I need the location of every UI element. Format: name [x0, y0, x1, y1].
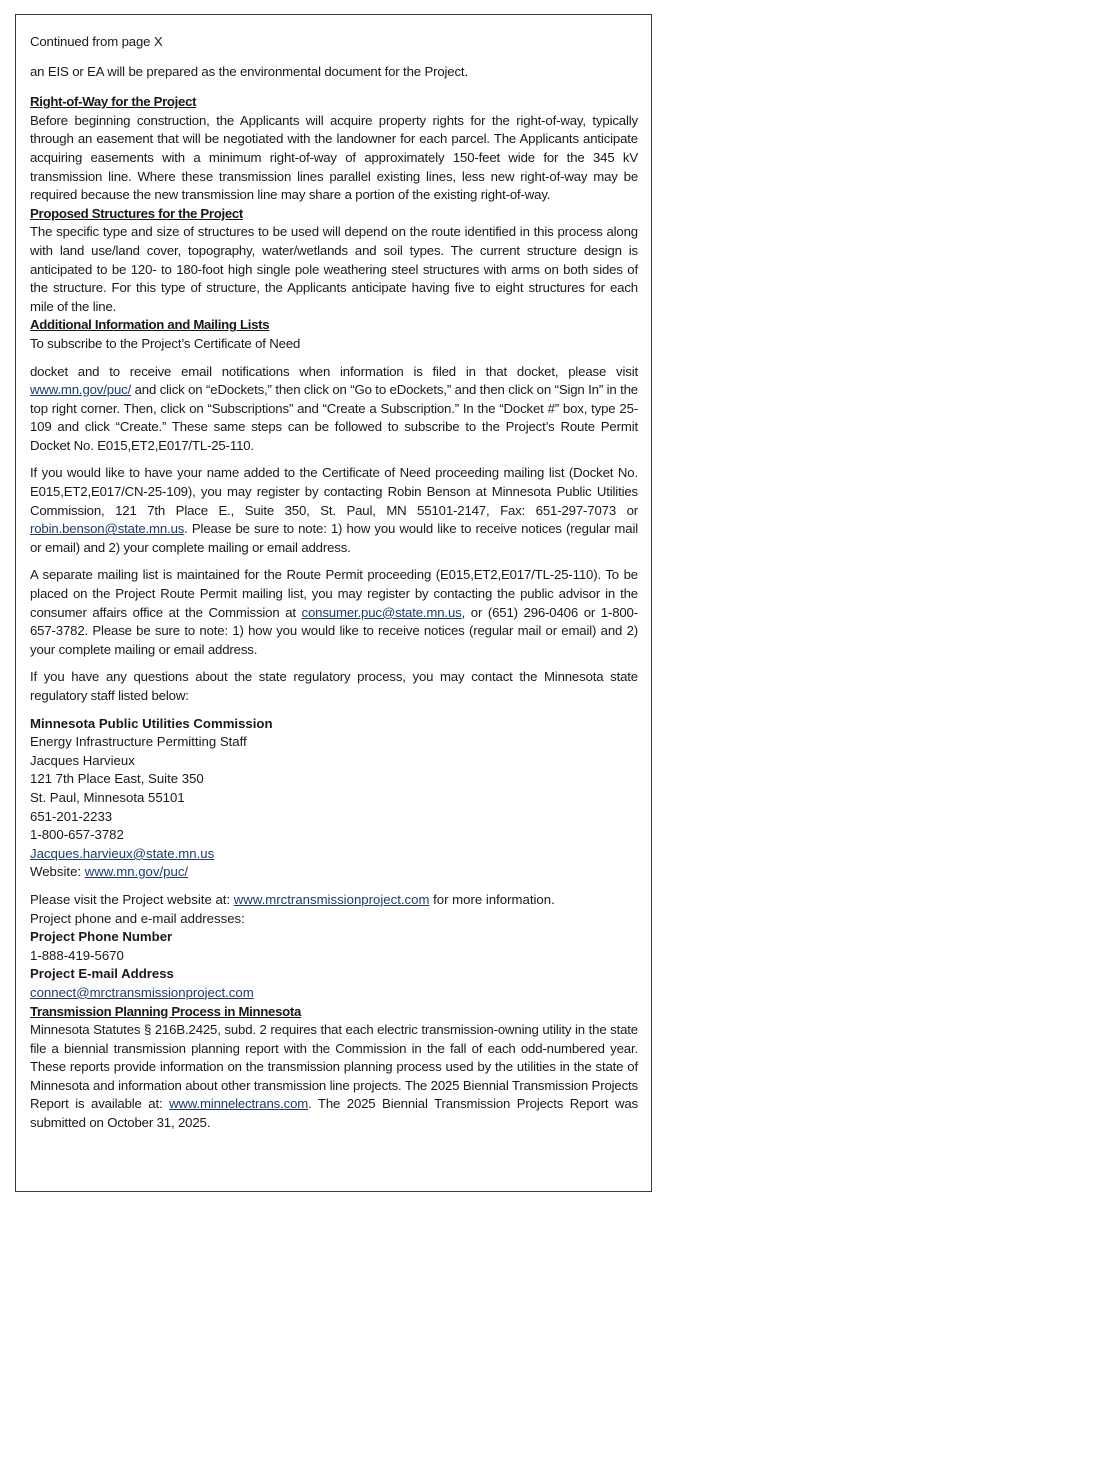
contact-website: [30, 863, 638, 882]
contact-dept: Energy Infrastructure Permitting Staff: [30, 734, 247, 750]
project-phone: 1-888-419-5670: [30, 947, 124, 963]
contact-email-link[interactable]: Jacques.harvieux@state.mn.us: [30, 845, 215, 861]
contact-address-1: 121 7th Place East, Suite 350: [30, 771, 204, 787]
project-visit: [30, 891, 638, 910]
website-label: Website:: [30, 864, 85, 880]
contact-address-2: St. Paul, Minnesota 55101: [30, 789, 185, 805]
visit-text-b: for more information.: [429, 891, 555, 907]
consumer-puc-email-link[interactable]: consumer.puc@state.mn.us: [301, 604, 462, 620]
subscribe-paragraph: [30, 363, 638, 456]
robin-benson-email-link[interactable]: robin.benson@state.mn.us: [30, 521, 185, 537]
subscribe-text-a: docket and to receive email notifications when information is filed in that docket, please visit: [30, 363, 638, 379]
subscribe-line: To subscribe to the Project’s Certificate of Need: [30, 335, 301, 351]
page-content: [30, 33, 638, 1133]
project-block: [30, 891, 638, 1003]
mailing-heading: Additional Information and Mailing Lists: [30, 317, 270, 333]
planning-text-b: . The 2025 Biennial Transmission Projects Report was submitted on October 31, 2025.: [30, 1096, 639, 1131]
planning-body: [30, 1021, 638, 1133]
project-addresses-line: Project phone and e-mail addresses:: [30, 910, 245, 926]
contact-website-link[interactable]: www.mn.gov/puc/: [84, 864, 189, 880]
page-frame: [15, 14, 652, 1192]
route-mailing-paragraph: [30, 566, 638, 659]
structures-heading: Proposed Structures for the Project: [30, 205, 243, 221]
project-website-link[interactable]: www.mrctransmissionproject.com: [233, 891, 430, 907]
route-text-a: A separate mailing list is maintained for the Route Permit proceeding (E015,ET2,E017/TL-25-110). To be placed on the Project Route Permit mailing list, you may register by contacting the public advisor in the consumer affairs office at the Commission at: [30, 567, 638, 620]
project-email-heading: Project E-mail Address: [30, 966, 174, 982]
intro-text: an EIS or EA will be prepared as the environmental document for the Project.: [30, 63, 468, 79]
minnelectrans-link[interactable]: www.minnelectrans.com: [169, 1096, 309, 1112]
contact-org: Minnesota Public Utilities Commission: [30, 715, 273, 731]
contact-phone-1: 651-201-2233: [30, 808, 113, 824]
contact-name: Jacques Harvieux: [30, 752, 135, 768]
cn-text-a: If you would like to have your name added to the Certificate of Need proceeding mailing list (Docket No. E015,ET2,E017/CN-25-109), you may register by contacting Robin Benson at Minnesota Public Utilities Commission, 121 7th Place E., Suite 350, St. Paul, MN 55101-2147, Fax: 651-297-7073 or: [30, 465, 638, 518]
planning-heading: Transmission Planning Process in Minnesota: [30, 1003, 302, 1019]
planning-text-a: Minnesota Statutes § 216B.2425, subd. 2 requires that each electric transmission-owning utility in the state file a biennial transmission planning report with the Commission in the fall of each odd-numbered year. These reports provide information on the transmission planning process used by the utilities in the state of Minnesota and information about other transmission line projects. The 2025 Biennial Transmission Projects Report is available at:: [30, 1022, 638, 1112]
continued-note: Continued from page X: [30, 34, 163, 49]
route-text-b: , or (651) 296-0406 or 1-800-657-3782. Please be sure to note: 1) how you would like to receive notices (regular mail or email) and 2) your complete mailing or email address.: [30, 604, 638, 657]
cn-text-b: . Please be sure to note: 1) how you would like to receive notices (regular mail or email) and 2) your complete mailing or email address.: [30, 521, 638, 555]
project-phone-heading: Project Phone Number: [30, 929, 173, 945]
project-email-link[interactable]: connect@mrctransmissionproject.com: [30, 984, 254, 1000]
subscribe-text-b: and click on “eDockets,” then click on “Go to eDockets,” and then click on “Sign In” in the top right corner. Then, click on “Subscriptions” and “Create a Subscription.” In the “Docket #” box, type 25-109 and click “Create.” These same steps can be followed to subscribe to the Project’s Route Permit Docket No. E015,ET2,E017/TL-25-110.: [30, 382, 638, 453]
puc-link[interactable]: www.mn.gov/puc/: [30, 382, 132, 398]
contact-phone-2: 1-800-657-3782: [30, 827, 124, 843]
cn-mailing-paragraph: [30, 464, 638, 557]
visit-text-a: Please visit the Project website at:: [30, 891, 234, 907]
right-of-way-body: Before beginning construction, the Applicants will acquire property rights for the right-of-way, typically through an easement that will be negotiated with the landowner for each parcel. The Applicants anticipate acquiring easements with a minimum right-of-way of approximately 150-feet wide for the 345 kV transmission line. Where these transmission lines parallel existing lines, less new right-of-way may be required because the new transmission line may share a portion of the existing right-of-way.: [30, 112, 638, 203]
structures-body: The specific type and size of structures to be used will depend on the route identified in this process along with land use/land cover, topography, water/wetlands and soil types. The current structure design is anticipated to be 120- to 180-foot high single pole weathering steel structures with arms on both sides of the structure. For this type of structure, the Applicants anticipate having five to eight structures for each mile of the line.: [30, 224, 638, 314]
questions-paragraph: If you have any questions about the state regulatory process, you may contact the Minnesota state regulatory staff listed below:: [30, 669, 638, 703]
contact-block: [30, 715, 638, 882]
right-of-way-heading: Right-of-Way for the Project: [30, 94, 197, 110]
